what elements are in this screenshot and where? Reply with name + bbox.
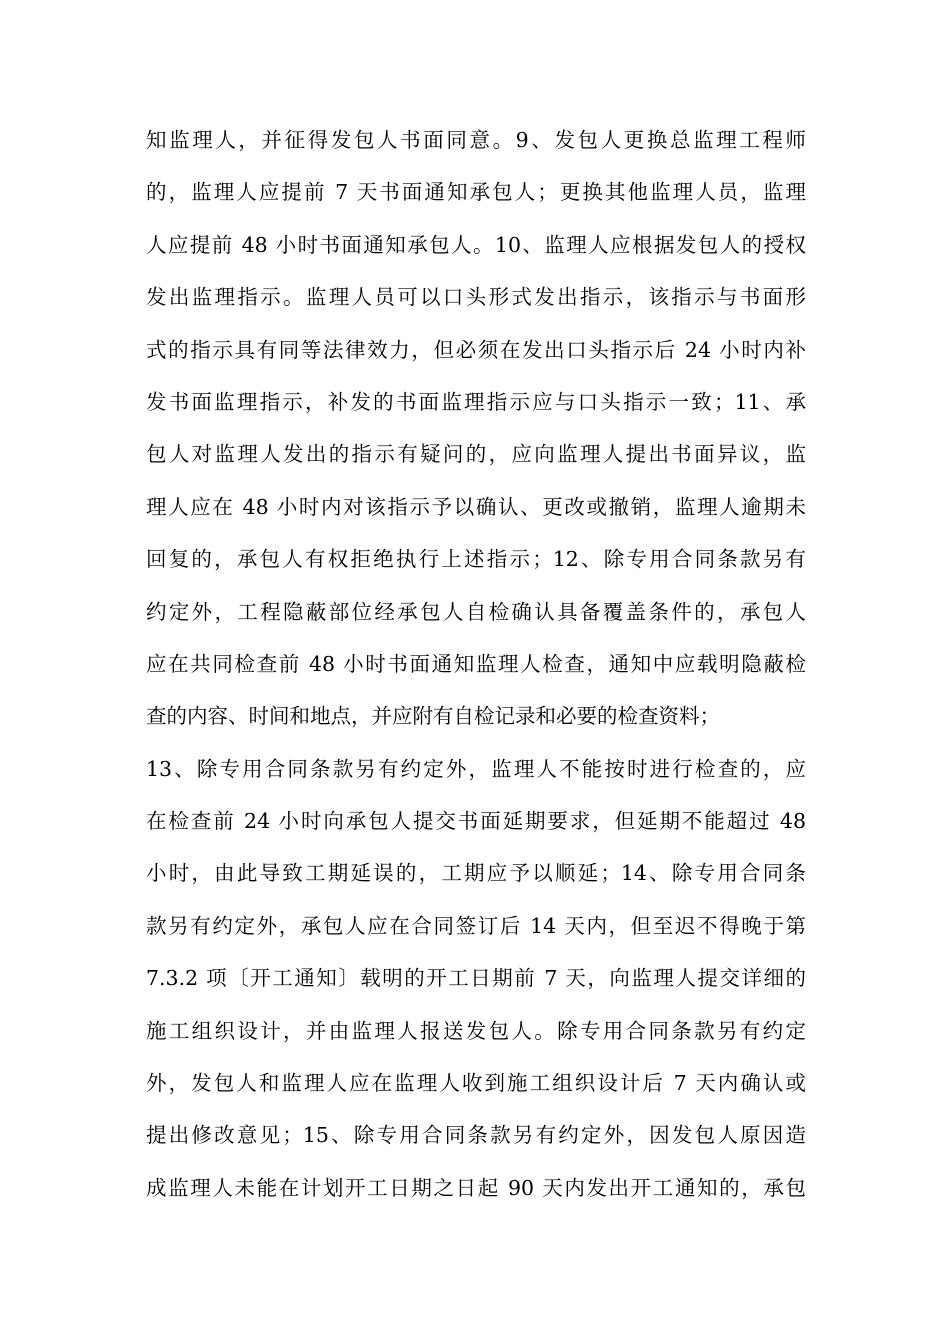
text-line-12: 查的内容、时间和地点，并应附有自检记录和必要的检查资料； [146,704,720,729]
text-line-11: 应在共同检查前 48 小时书面通知监理人检查，通知中应载明隐蔽检 [146,651,806,676]
text-line-21: 成监理人未能在计划开工日期之日起 90 天内发出开工通知的，承包 [146,1175,806,1200]
text-line-16: 款另有约定外，承包人应在合同签订后 14 天内，但至迟不得晚于第 [146,913,806,938]
text-line-6: 发书面监理指示，补发的书面监理指示应与口头指示一致；11、承 [146,389,806,414]
text-line-18: 施工组织设计，并由监理人报送发包人。除专用合同条款另有约定 [146,1018,806,1043]
text-line-1: 知监理人，并征得发包人书面同意。9、发包人更换总监理工程师 [146,128,806,152]
text-line-10: 约定外，工程隐蔽部位经承包人自检确认具备覆盖条件的，承包人 [146,599,806,624]
text-line-14: 在检查前 24 小时向承包人提交书面延期要求，但延期不能超过 48 [146,809,806,834]
text-line-2: 的，监理人应提前 7 天书面通知承包人；更换其他监理人员，监理 [146,180,806,205]
text-line-19: 外，发包人和监理人应在监理人收到施工组织设计后 7 天内确认或 [146,1071,806,1096]
text-line-20: 提出修改意见；15、除专用合同条款另有约定外，因发包人原因造 [146,1123,806,1148]
body-text [146,114,806,1214]
text-line-13: 13、除专用合同条款另有约定外，监理人不能按时进行检查的，应 [146,756,806,781]
text-line-15: 小时，由此导致工期延误的，工期应予以顺延；14、除专用合同条 [146,861,806,886]
text-line-3: 人应提前 48 小时书面通知承包人。10、监理人应根据发包人的授权 [146,232,806,257]
text-line-17: 7.3.2 项〔开工通知〕载明的开工日期前 7 天，向监理人提交详细的 [146,966,806,991]
text-line-8: 理人应在 48 小时内对该指示予以确认、更改或撤销，监理人逾期未 [146,494,806,519]
text-line-7: 包人对监理人发出的指示有疑问的，应向监理人提出书面异议，监 [146,442,806,467]
text-line-4: 发出监理指示。监理人员可以口头形式发出指示，该指示与书面形 [146,285,806,310]
text-line-5: 式的指示具有同等法律效力，但必须在发出口头指示后 24 小时内补 [146,337,806,362]
text-line-9: 回复的，承包人有权拒绝执行上述指示；12、除专用合同条款另有 [146,547,806,572]
